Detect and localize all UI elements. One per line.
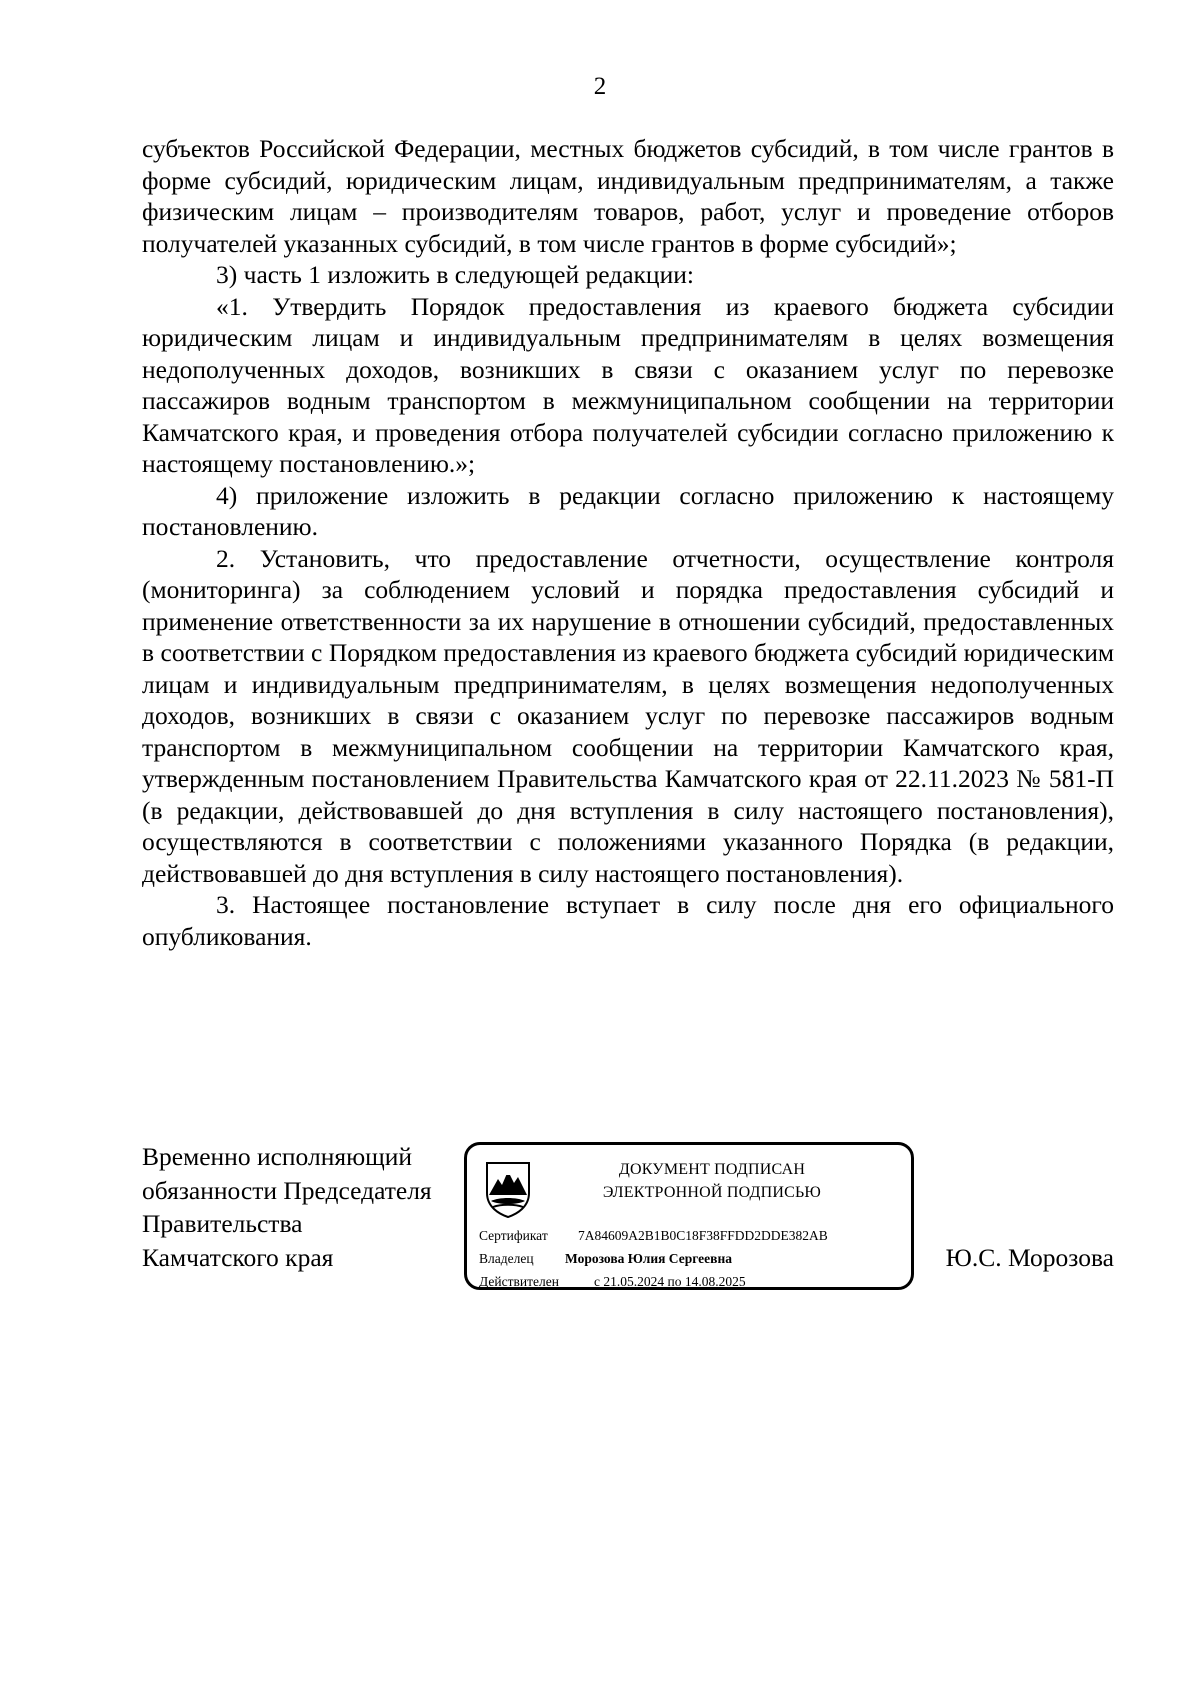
page-number: 2 (593, 73, 607, 100)
stamp-heading-line-2: ЭЛЕКТРОННОЙ ПОДПИСЬЮ (602, 1184, 822, 1201)
signatory-title-line: обязанности Председателя (142, 1175, 432, 1205)
signatory-title-line: Камчатского края (142, 1242, 334, 1272)
kamchatka-coat-of-arms-icon (483, 1159, 533, 1219)
paragraph-section-3: 3. Настоящее постановление вступает в силу после дня его официального опубликования. (142, 890, 1114, 951)
document-body (142, 133, 1114, 952)
owner-value: Морозова Юлия Сергеевна (565, 1251, 732, 1266)
stamp-owner-row (479, 1250, 732, 1268)
paragraph-section-2: 2. Установить, что предоставление отчетности, осуществление контроля (мониторинга) за соблюдением условий и порядка предоставления субсидий и применение ответственности за их нарушение в отношении субсидий, предоставленных в соответствии с Порядком предоставления из краевого бюджета субсидий юридическим лицам и индивидуальным предпринимателям, в целях возмещения недополученных доходов, возникших в связи с оказанием услуг по перевозке пассажиров водным транспортом в межмуниципальном сообщении на территории Камчатского края, утвержденным постановлением Правительства Камчатского края от 22.11.2023 № 581-П (в редакции, действовавшей до дня вступления в силу настоящего постановления), осуществляются в соответствии с положениями указанного Порядка (в редакции, действовавшей до дня вступления в силу настоящего постановления). (142, 543, 1114, 888)
signatory-title-line: Временно исполняющий (142, 1142, 413, 1171)
validity-value: с 21.05.2024 по 14.08.2025 (594, 1274, 746, 1289)
stamp-validity-row (479, 1273, 746, 1291)
paragraph-continuation: субъектов Российской Федерации, местных бюджетов субсидий, в том числе грантов в форме субсидий, юридическим лицам, индивидуальным предпринимателям, а также физическим лицам – производителям товаров, работ, услуг и проведение отборов получателей указанных субсидий, в том числе грантов в форме субсидий»; (142, 134, 1114, 258)
paragraph-item-4: 4) приложение изложить в редакции согласно приложению к настоящему постановлению. (142, 480, 1114, 541)
paragraph-item-3: 3) часть 1 изложить в следующей редакции: (216, 260, 694, 289)
signer-name: Ю.С. Морозова (945, 1243, 1114, 1272)
validity-label: Действителен (479, 1274, 559, 1289)
signatory-title (142, 1140, 432, 1274)
electronic-signature-stamp (464, 1142, 914, 1290)
paragraph-quoted-part-1: «1. Утвердить Порядок предоставления из краевого бюджета субсидии юридическим лицам и индивидуальным предпринимателям в целях возмещения недополученных доходов, возникших в связи с оказанием услуг по перевозке пассажиров водным транспортом в межмуниципальном сообщении на территории Камчатского края, и проведения отбора получателей субсидии согласно приложению к настоящему постановлению.»; (142, 291, 1114, 478)
certificate-label: Сертификат (479, 1228, 548, 1243)
signatory-title-line: Правительства (142, 1209, 303, 1238)
certificate-value: 7A84609A2B1B0C18F38FFDD2DDE382AB (578, 1228, 828, 1243)
stamp-certificate-row (479, 1227, 828, 1245)
stamp-heading-line-1: ДОКУМЕНТ ПОДПИСАН (618, 1161, 806, 1178)
owner-label: Владелец (479, 1251, 534, 1266)
